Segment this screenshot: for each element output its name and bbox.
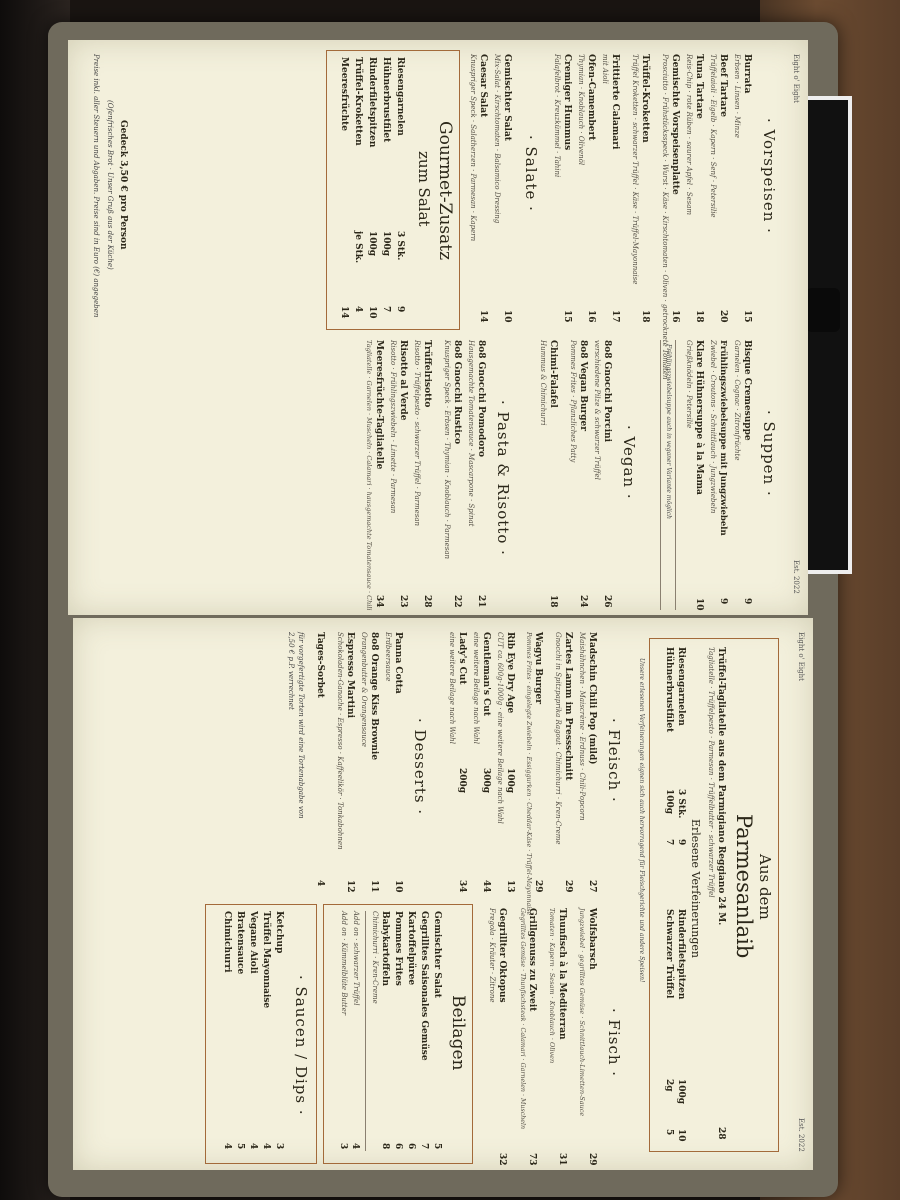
extra-qty: 3 Stk.	[676, 789, 686, 819]
menu-item-name: Rib Eye Dry Age	[505, 632, 515, 714]
extra-price: 10	[676, 1129, 686, 1142]
beilagen-title: Beilagen	[448, 995, 468, 1071]
menu-item-name: Risotto al Verde	[398, 340, 408, 421]
extra-item: Hühnerbrustfilet	[381, 57, 391, 143]
est-label: Est. 2022	[792, 560, 800, 594]
menu-item-price: 31	[557, 1153, 567, 1166]
menu-item-name: Burrata	[742, 54, 752, 94]
section-title-suppen: · Suppen ·	[760, 410, 778, 497]
extra-price: 14	[339, 306, 349, 319]
side-price: 8	[380, 1143, 390, 1150]
menu-item-price: 29	[587, 1153, 597, 1166]
menu-item-name: Tuna Tartare	[694, 54, 704, 119]
extra-qty: 100g	[664, 789, 674, 815]
divider	[675, 340, 676, 610]
saucen-title: · Saucen / Dips ·	[292, 975, 310, 1116]
est-label: Est. 2022	[797, 1118, 805, 1152]
sauce-item: Trüffel Mayonnaise	[261, 911, 271, 1009]
menu-item-price: 12	[345, 880, 355, 893]
menu-item-name: Bisque Cremesuppe	[742, 340, 752, 441]
menu-item-price: 34	[457, 880, 467, 893]
menu-item-name: 8o8 Vegan Burger	[578, 340, 588, 431]
menu-item-qty: 200g	[457, 768, 467, 794]
side-price: 4	[350, 1143, 360, 1150]
menu-item-desc: Falafelbrot · Kreuzkümmel · Tahini	[553, 54, 561, 178]
section-title-fleisch: · Fleisch ·	[605, 718, 623, 803]
extra-qty: 3 Stk.	[395, 231, 405, 261]
side-price: 3	[338, 1143, 348, 1150]
menu-item-desc: Tagliatelle · Garnelen · Muscheln · Calamari · hausgemachte Tomatensauce · Chili	[365, 340, 373, 611]
menu-item-price: 21	[476, 595, 486, 608]
side-item: Pommes Frites	[393, 911, 403, 986]
desserts-note: 2,50 € p.P. verrechnet	[287, 632, 295, 710]
menu-item-desc: Grießknödeln · Petersilie	[685, 340, 693, 429]
menu-item-price: 11	[369, 880, 379, 893]
menu-item-name: Espresso Martini	[345, 632, 355, 719]
sauce-item: Vegane Aioli	[248, 911, 258, 974]
sauce-price: 4	[222, 1143, 232, 1150]
menu-item-price: 29	[533, 880, 543, 893]
menu-item-desc: Orangenbutter & Orangensauce	[360, 632, 368, 747]
menu-item-desc: Pommes Frites · eingelegte Zwiebeln · Essiggurken · Cheddar-Käse · Trüffel-Mayonnaise	[525, 632, 532, 916]
footer-gedeck: Gedeck 3,50 € pro Person	[118, 120, 128, 250]
side-item: Babykartoffeln	[380, 911, 390, 987]
parmesan-title-1: Aus dem	[756, 854, 774, 920]
menu-item-desc: Erdbeersauce	[384, 632, 392, 682]
menu-item-price: 44	[481, 880, 491, 893]
menu-item-desc: Risotto · Frühlingszwiebeln · Limette · Parmesan	[389, 340, 397, 514]
menu-item-price: 73	[527, 1153, 537, 1166]
menu-item-name: 8o8 Gnocchi Porcini	[602, 340, 612, 443]
extra-item: Rinderfiletspitzen	[676, 909, 686, 1000]
menu-item-desc: Risotto · Trüffelpesto · schwarzer Trüffel · Parmesan	[413, 340, 421, 527]
menu-item-name: Thunfisch à la Mediterran	[557, 908, 567, 1040]
extra-price: 10	[367, 306, 377, 319]
extra-item: Rinderfiletspitzen	[367, 57, 377, 148]
sauce-price: 3	[274, 1143, 284, 1150]
menu-item-desc: eine weitere Beilage nach Wahl	[472, 632, 480, 744]
menu-item-desc: Schokoladen-Ganache · Espresso · Kaffeelikör · Tonkabohnen	[336, 632, 344, 850]
beilagen-box	[323, 904, 473, 1164]
menu-item-desc: Gegrilltes Gemüse · Thunfischsteak · Calamari · Garnelen · Muscheln	[519, 908, 526, 1130]
menu-item-desc: eine weitere Beilage nach Wahl	[448, 632, 456, 744]
menu-item-desc: CUT ca. 600g-1000g · eine weitere Beilage nach Wahl	[496, 632, 504, 824]
section-title-salate: · Salate ·	[522, 135, 540, 212]
divider	[365, 911, 366, 1151]
sauce-item: Chimichurri	[222, 911, 232, 973]
menu-item-name: Ofen-Camembert	[586, 54, 596, 141]
menu-item-qty: 100g	[505, 768, 515, 794]
menu-item-name: Gegrillter Oktopus	[497, 908, 507, 1003]
menu-item-price: 16	[586, 310, 596, 323]
menu-item-name: Cremiger Hummus	[562, 54, 572, 151]
suppen-note: Frühlingszwiebelsuppe auch in veganer Variante möglich	[665, 344, 672, 520]
menu-item-price: 28	[422, 595, 432, 608]
binder-clip	[806, 288, 840, 332]
section-title-desserts: · Desserts ·	[411, 718, 429, 816]
menu-item-desc: Knuspriger Speck · Salatherzen · Parmesan · Kapern	[469, 54, 477, 242]
menu-item-price: 29	[563, 880, 573, 893]
menu-item-desc: Knuspriger Speck · Erbsen · Thymian · Knoblauch · Parmesan	[443, 340, 451, 560]
menu-item-desc: Hausgemachte Tomatensauce · Mascarpone · Spinat	[467, 340, 475, 527]
sauce-item: Bratensauce	[235, 911, 245, 975]
brand-label: Eight o' Eight	[797, 632, 805, 681]
side-addon: Add on · Kümmelblüte Butter	[340, 911, 348, 1016]
menu-item-name: 8o8 Gnocchi Pomodoro	[476, 340, 486, 458]
menu-item-price: 14	[478, 310, 488, 323]
extra-qty: 100g	[381, 231, 391, 257]
menu-item-price: 10	[694, 598, 704, 611]
side-item: Gegrilltes Saisonales Gemüse	[419, 911, 429, 1061]
menu-item-name: Madschin Chili Pop (mild)	[587, 632, 597, 765]
menu-item-name: Tages-Sorbet	[315, 632, 325, 698]
extra-qty: je Stk.	[353, 231, 363, 264]
menu-item-price: 34	[374, 595, 384, 608]
extra-item: Hühnerbrustfilet	[664, 647, 674, 733]
menu-item-desc: Hummus & Chimichurri	[539, 340, 547, 426]
menu-item-desc: Pommes Frites · Pflanzliches Patty	[569, 340, 577, 463]
menu-item-price: 27	[587, 880, 597, 893]
gourmet-box	[326, 50, 460, 330]
parmesan-title-2: Parmesanlaib	[732, 814, 756, 959]
menu-item-desc: Reis-Chip · rote Rüben · saurer Apfel · Sesam	[685, 54, 693, 216]
parmesan-subtitle: Erlesene Verfeinerungen	[689, 819, 702, 959]
extra-price: 9	[676, 839, 686, 846]
sauce-price: 4	[261, 1143, 271, 1150]
desserts-note: für vorgefertigte Torten wird eine Tortenabgabe von	[297, 632, 305, 819]
menu-item-price: 20	[718, 310, 728, 323]
menu-item-price: 32	[497, 1153, 507, 1166]
extra-item: Riesengarnelen	[676, 647, 686, 726]
sauce-price: 4	[248, 1143, 258, 1150]
menu-item-qty: 300g	[481, 768, 491, 794]
menu-item-price: 28	[716, 1127, 726, 1140]
menu-item-name: Trüffelrisotto	[422, 340, 432, 408]
extra-price: 9	[395, 306, 405, 313]
menu-item-name: Caesar Salat	[478, 54, 488, 118]
menu-item-price: 18	[694, 310, 704, 323]
menu-item-name: Gemischter Salat	[502, 54, 512, 141]
menu-item-desc: Prosciutto · Frühstücksspeck · Wurst · Käse · Kirschtomaten · Oliven · getrocknete Tomaten	[661, 54, 669, 380]
menu-item-price: 4	[315, 880, 325, 887]
gourmet-title: Gourmet-Zusatz	[435, 121, 455, 261]
menu-item-name: Wolfsbarsch	[587, 908, 597, 970]
menu-item-desc: mit Aioli	[601, 54, 609, 84]
menu-item-name: Chimi-Falafel	[548, 340, 558, 408]
menu-item-price: 10	[393, 880, 403, 893]
extra-qty: 100g	[676, 1079, 686, 1105]
menu-item-name: Gemischte Vorspeisenplatte	[670, 54, 680, 195]
menu-item-name: Wagyu Burger	[533, 632, 543, 705]
side-price: 6	[406, 1143, 416, 1150]
menu-item-desc: Mix-Salat · Kirschtomaten · Balsamico Dressing	[493, 54, 501, 224]
menu-item-desc: Tomaten · Kapern · Sesam · Knoblauch · Oliven	[548, 908, 556, 1064]
menu-item-name: Meeresfrüchte-Tagliatelle	[374, 340, 384, 470]
sauce-item: Ketchup	[274, 911, 284, 954]
side-price: 6	[393, 1143, 403, 1150]
brand-label: Eight o' Eight	[792, 54, 800, 103]
extra-price: 4	[353, 306, 363, 313]
menu-item-desc: Trüffel Kroketten · schwarzer Trüffel · Käse · Trüffel-Mayonnaise	[631, 54, 639, 285]
extra-qty: 100g	[367, 231, 377, 257]
side-desc: Chimichurri · Kren-Creme	[371, 911, 379, 1004]
side-item: Kartoffelpüree	[406, 911, 416, 986]
menu-item-name: 8o8 Orange Kiss Brownie	[369, 632, 379, 761]
menu-item-name: Zartes Lamm im Pressschnitt	[563, 632, 573, 781]
menu-item-desc: Fregola · Kräuter · Zitrone	[488, 908, 496, 1003]
extra-price: 7	[381, 306, 391, 313]
menu-item-name: Panna Cotta	[393, 632, 403, 694]
section-title-vegan: · Vegan ·	[620, 425, 638, 500]
menu-item-price: 23	[398, 595, 408, 608]
section-title-vorspeisen: · Vorspeisen ·	[760, 118, 778, 234]
section-title-pasta: · Pasta & Risotto ·	[494, 400, 512, 556]
menu-item-name: Frittierte Calamari	[610, 54, 620, 150]
footer-prices: Preise inkl. aller Steuern und Abgaben. Preise sind in Euro (€) angegeben	[92, 54, 100, 318]
menu-item-price: 26	[602, 595, 612, 608]
menu-item-name: Gentleman's Cut	[481, 632, 491, 716]
menu-item-desc: Thymian · Knoblauch · Olivenöl	[577, 54, 585, 166]
menu-item-price: 18	[640, 310, 650, 323]
menu-item-price: 13	[505, 880, 515, 893]
menu-item-name: Klare Hühnersuppe à la Mama	[694, 340, 704, 495]
menu-item-desc: Trüffelaioli · Eigelb · Kapern · Senf · Petersilie	[709, 54, 717, 218]
divider	[660, 340, 661, 610]
extra-item: Schwarzer Trüffel	[664, 909, 674, 999]
menu-item-name: Lady's Cut	[457, 632, 467, 685]
menu-item-desc: Tagliatelle · Trüffelpesto · Parmesan · Trüffelbutter · schwarzer Trüffel	[707, 647, 715, 898]
menu-item-name: Frühlingszwiebelsuppe mit Jungzwiebeln	[718, 340, 728, 536]
menu-item-desc: Garnelen · Cognac · Zitronfrüchte	[733, 340, 741, 461]
menu-item-name: 8o8 Gnocchi Rustico	[452, 340, 462, 445]
menu-item-desc: Erbsen · Linsen · Minze	[733, 54, 741, 138]
menu-item-desc: verschiedene Pilze & schwarzer Trüffel	[593, 340, 601, 480]
extra-qty: 2g	[664, 1079, 674, 1092]
saucen-box	[205, 904, 317, 1164]
side-price: 5	[432, 1143, 442, 1150]
extra-item: Riesengarnelen	[395, 57, 405, 136]
extra-item: Meeresfrüchte	[339, 57, 349, 132]
menu-item-price: 16	[670, 310, 680, 323]
menu-item-desc: Jungzwiebel · gegrilltes Gemüse · Schnittlauch-Limetten-Sauce	[578, 908, 586, 1117]
menu-page-left	[68, 40, 808, 615]
parmesan-box	[649, 638, 779, 1152]
side-item: Gemischter Salat	[432, 911, 442, 998]
menu-item-name: Trüffel-Tagliatelle aus dem Parmigiano Reggiano 24 M.	[716, 647, 726, 926]
menu-item-price: 15	[742, 310, 752, 323]
parmesan-note: Unsere erlesenen Verfeinerungen eignen sich auch hervorragend für Fleischgerichte und andere Speisen!	[638, 658, 645, 983]
menu-page-right	[73, 618, 813, 1170]
gourmet-subtitle: zum Salat	[415, 151, 433, 227]
menu-item-desc: Maishähnchen · Maiscrème · Erdnuss · Chili-Popcorn	[578, 632, 586, 821]
menu-item-price: 9	[742, 598, 752, 605]
sauce-price: 5	[235, 1143, 245, 1150]
menu-item-price: 24	[578, 595, 588, 608]
menu-item-price: 15	[562, 310, 572, 323]
menu-item-price: 18	[548, 595, 558, 608]
menu-item-price: 22	[452, 595, 462, 608]
menu-item-name: Grillgenuss zu Zweit	[527, 908, 537, 1012]
extra-price: 7	[664, 839, 674, 846]
side-addon: Add on · schwarzer Trüffel	[352, 911, 360, 1006]
menu-item-price: 9	[718, 598, 728, 605]
menu-item-price: 10	[502, 310, 512, 323]
menu-item-name: Beef Tartare	[718, 54, 728, 117]
footer-bread: (Ofenfrisches Brot · Unser Gruß aus der Küche)	[106, 100, 114, 270]
menu-item-desc: Zwiebel · Croutons · Schnittlauch · Jungzwiebeln	[709, 340, 717, 514]
menu-item-name: Trüffel-Kroketten	[640, 54, 650, 143]
menu-item-desc: Gnocchi in Spitzpaprika Ragout · Chimichurri · Kren-Creme	[554, 632, 562, 845]
extra-price: 5	[664, 1129, 674, 1136]
menu-item-price: 17	[610, 310, 620, 323]
extra-item: Trüffel-Kroketten	[353, 57, 363, 146]
side-price: 7	[419, 1143, 429, 1150]
section-title-fisch: · Fisch ·	[605, 1008, 623, 1078]
